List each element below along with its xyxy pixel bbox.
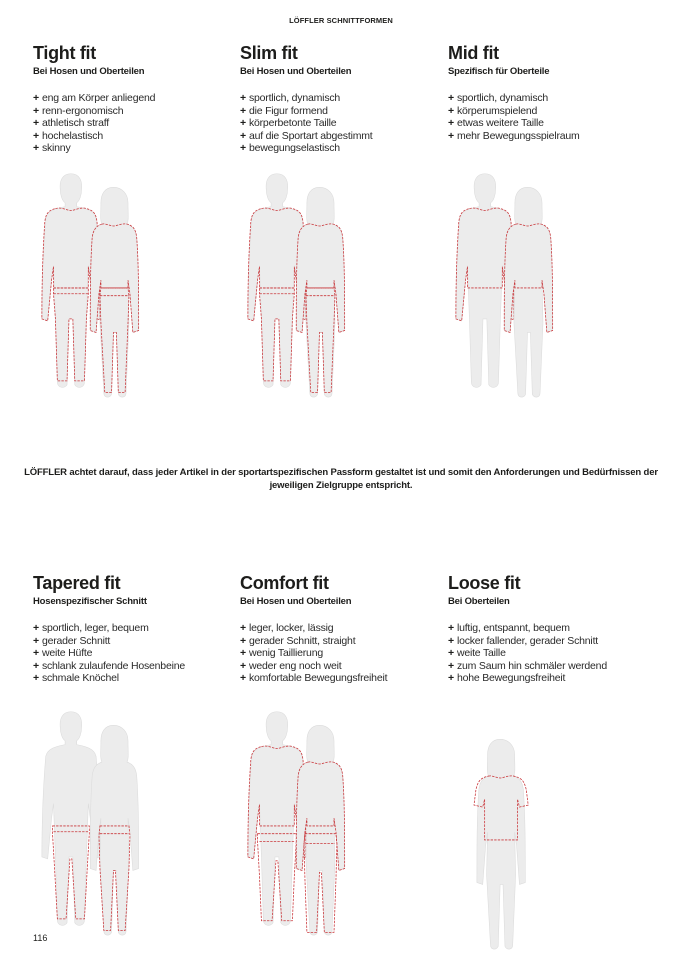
fit-title: Loose fit bbox=[448, 573, 521, 593]
plus-icon: + bbox=[240, 659, 246, 672]
feature-list bbox=[240, 622, 440, 685]
figure-illustration bbox=[244, 708, 364, 940]
feature-item bbox=[448, 92, 648, 105]
figure-loose-fit-woman bbox=[444, 722, 564, 954]
fit-subtitle: Bei Hosen und Oberteilen bbox=[240, 66, 352, 77]
feature-item bbox=[240, 92, 440, 105]
page-header-title: LÖFFLER SCHNITTFORMEN bbox=[289, 16, 393, 25]
fit-subtitle: Hosenspezifischer Schnitt bbox=[33, 596, 147, 607]
feature-item bbox=[448, 660, 648, 673]
feature-text: athletisch straff bbox=[41, 117, 109, 130]
feature-text: weite Hüfte bbox=[41, 647, 93, 660]
feature-text: gerader Schnitt bbox=[41, 634, 111, 647]
feature-text: sportlich, dynamisch bbox=[248, 92, 341, 104]
feature-item bbox=[240, 635, 440, 648]
woman-figure bbox=[90, 725, 138, 935]
fit-block-mid bbox=[448, 42, 648, 142]
feature-text: sportlich, dynamisch bbox=[456, 92, 549, 104]
feature-text: mehr Bewegungsspielraum bbox=[456, 129, 580, 142]
fit-block-slim bbox=[240, 42, 440, 155]
plus-icon: + bbox=[448, 104, 454, 117]
feature-item bbox=[33, 130, 233, 143]
fit-title: Slim fit bbox=[240, 43, 298, 63]
plus-icon: + bbox=[33, 117, 39, 130]
woman-silhouette bbox=[504, 187, 552, 397]
feature-text: auf die Sportart abgestimmt bbox=[248, 129, 373, 142]
woman-silhouette bbox=[90, 187, 138, 397]
feature-text: leger, locker, lässig bbox=[248, 622, 334, 634]
feature-text: sportlich, leger, bequem bbox=[41, 622, 149, 634]
feature-item bbox=[240, 660, 440, 673]
fit-block-tapered bbox=[33, 572, 233, 685]
feature-item bbox=[240, 647, 440, 660]
plus-icon: + bbox=[240, 647, 246, 660]
feature-list bbox=[33, 622, 233, 685]
feature-text: schlank zulaufende Hosenbeine bbox=[41, 659, 185, 672]
figure-tapered-fit-couple bbox=[38, 708, 158, 940]
feature-text: luftig, entspannt, bequem bbox=[456, 622, 570, 634]
feature-list bbox=[448, 92, 648, 142]
feature-text: hochelastisch bbox=[41, 129, 103, 142]
plus-icon: + bbox=[448, 117, 454, 130]
feature-text: körperumspielend bbox=[456, 104, 538, 117]
woman-figure bbox=[474, 739, 528, 949]
plus-icon: + bbox=[448, 647, 454, 660]
feature-item bbox=[33, 92, 233, 105]
plus-icon: + bbox=[33, 634, 39, 647]
figure-comfort-fit-couple bbox=[244, 708, 364, 940]
figure-illustration bbox=[452, 170, 572, 402]
feature-item bbox=[33, 635, 233, 648]
plus-icon: + bbox=[33, 659, 39, 672]
plus-icon: + bbox=[33, 92, 39, 104]
feature-text: die Figur formend bbox=[248, 104, 328, 117]
feature-item bbox=[448, 672, 648, 685]
feature-item bbox=[448, 622, 648, 635]
plus-icon: + bbox=[240, 129, 246, 142]
woman-figure bbox=[296, 187, 344, 397]
feature-item bbox=[33, 105, 233, 118]
feature-text: schmale Knöchel bbox=[41, 672, 119, 685]
feature-text: gerader Schnitt, straight bbox=[248, 634, 356, 647]
woman-silhouette bbox=[90, 725, 138, 935]
figure-illustration bbox=[444, 722, 564, 954]
feature-list bbox=[33, 92, 233, 155]
plus-icon: + bbox=[240, 622, 246, 634]
woman-silhouette bbox=[296, 187, 344, 397]
fit-subtitle: Bei Hosen und Oberteilen bbox=[240, 596, 352, 607]
plus-icon: + bbox=[33, 129, 39, 142]
figure-slim-fit-couple bbox=[244, 170, 364, 402]
plus-icon: + bbox=[33, 647, 39, 660]
feature-text: zum Saum hin schmäler werdend bbox=[456, 659, 607, 672]
figure-illustration bbox=[38, 708, 158, 940]
woman-figure bbox=[90, 187, 138, 397]
plus-icon: + bbox=[448, 634, 454, 647]
figure-tight-fit-couple bbox=[38, 170, 158, 402]
feature-text: weite Taille bbox=[456, 647, 506, 660]
fit-subtitle: Bei Oberteilen bbox=[448, 596, 510, 607]
woman-figure bbox=[504, 187, 552, 397]
fit-subtitle: Bei Hosen und Oberteilen bbox=[33, 66, 145, 77]
feature-list bbox=[448, 622, 648, 685]
brand-statement: LÖFFLER achtet darauf, dass jeder Artikel in der sportartspezifischen Passform gestaltet ist und somit den Anforderungen und Bedürfnissen der jeweiligen Zielgruppe entspricht. bbox=[24, 467, 658, 491]
feature-text: komfortable Bewegungsfreiheit bbox=[248, 672, 388, 685]
woman-silhouette bbox=[296, 725, 344, 935]
plus-icon: + bbox=[240, 117, 246, 130]
feature-item bbox=[33, 622, 233, 635]
plus-icon: + bbox=[240, 142, 246, 155]
feature-item bbox=[448, 105, 648, 118]
feature-item bbox=[240, 622, 440, 635]
plus-icon: + bbox=[33, 142, 39, 155]
feature-item bbox=[33, 672, 233, 685]
feature-text: weder eng noch weit bbox=[248, 659, 342, 672]
fit-title: Tapered fit bbox=[33, 573, 121, 593]
plus-icon: + bbox=[33, 104, 39, 117]
fit-title: Tight fit bbox=[33, 43, 96, 63]
plus-icon: + bbox=[448, 129, 454, 142]
feature-text: renn-ergonomisch bbox=[41, 104, 124, 117]
feature-item bbox=[240, 117, 440, 130]
feature-item bbox=[240, 130, 440, 143]
feature-text: körperbetonte Taille bbox=[248, 117, 337, 130]
fit-title: Mid fit bbox=[448, 43, 499, 63]
plus-icon: + bbox=[240, 672, 246, 685]
feature-text: hohe Bewegungsfreiheit bbox=[456, 672, 566, 685]
plus-icon: + bbox=[448, 659, 454, 672]
plus-icon: + bbox=[33, 622, 39, 634]
feature-text: eng am Körper anliegend bbox=[41, 92, 156, 104]
feature-text: etwas weitere Taille bbox=[456, 117, 544, 130]
feature-text: skinny bbox=[41, 142, 71, 155]
feature-list bbox=[240, 92, 440, 155]
feature-item bbox=[240, 672, 440, 685]
feature-text: wenig Taillierung bbox=[248, 647, 323, 660]
feature-text: locker fallender, gerader Schnitt bbox=[456, 634, 599, 647]
figure-mid-fit-couple bbox=[452, 170, 572, 402]
feature-item bbox=[240, 105, 440, 118]
feature-item bbox=[33, 142, 233, 155]
feature-item bbox=[448, 635, 648, 648]
fit-block-comfort bbox=[240, 572, 440, 685]
plus-icon: + bbox=[240, 104, 246, 117]
plus-icon: + bbox=[33, 672, 39, 685]
fit-block-tight bbox=[33, 42, 233, 155]
feature-item bbox=[448, 117, 648, 130]
feature-item bbox=[33, 117, 233, 130]
figure-illustration bbox=[38, 170, 158, 402]
woman-figure bbox=[296, 725, 344, 935]
plus-icon: + bbox=[448, 92, 454, 104]
feature-text: bewegungselastisch bbox=[248, 142, 340, 155]
plus-icon: + bbox=[448, 672, 454, 685]
plus-icon: + bbox=[240, 92, 246, 104]
fit-subtitle: Spezifisch für Oberteile bbox=[448, 66, 550, 77]
plus-icon: + bbox=[448, 622, 454, 634]
fit-block-loose bbox=[448, 572, 648, 685]
fit-title: Comfort fit bbox=[240, 573, 329, 593]
feature-item bbox=[448, 647, 648, 660]
plus-icon: + bbox=[240, 634, 246, 647]
figure-illustration bbox=[244, 170, 364, 402]
feature-item bbox=[448, 130, 648, 143]
feature-item bbox=[240, 142, 440, 155]
feature-item bbox=[33, 647, 233, 660]
feature-item bbox=[33, 660, 233, 673]
page-number: 116 bbox=[33, 933, 48, 943]
woman-silhouette bbox=[477, 739, 525, 949]
